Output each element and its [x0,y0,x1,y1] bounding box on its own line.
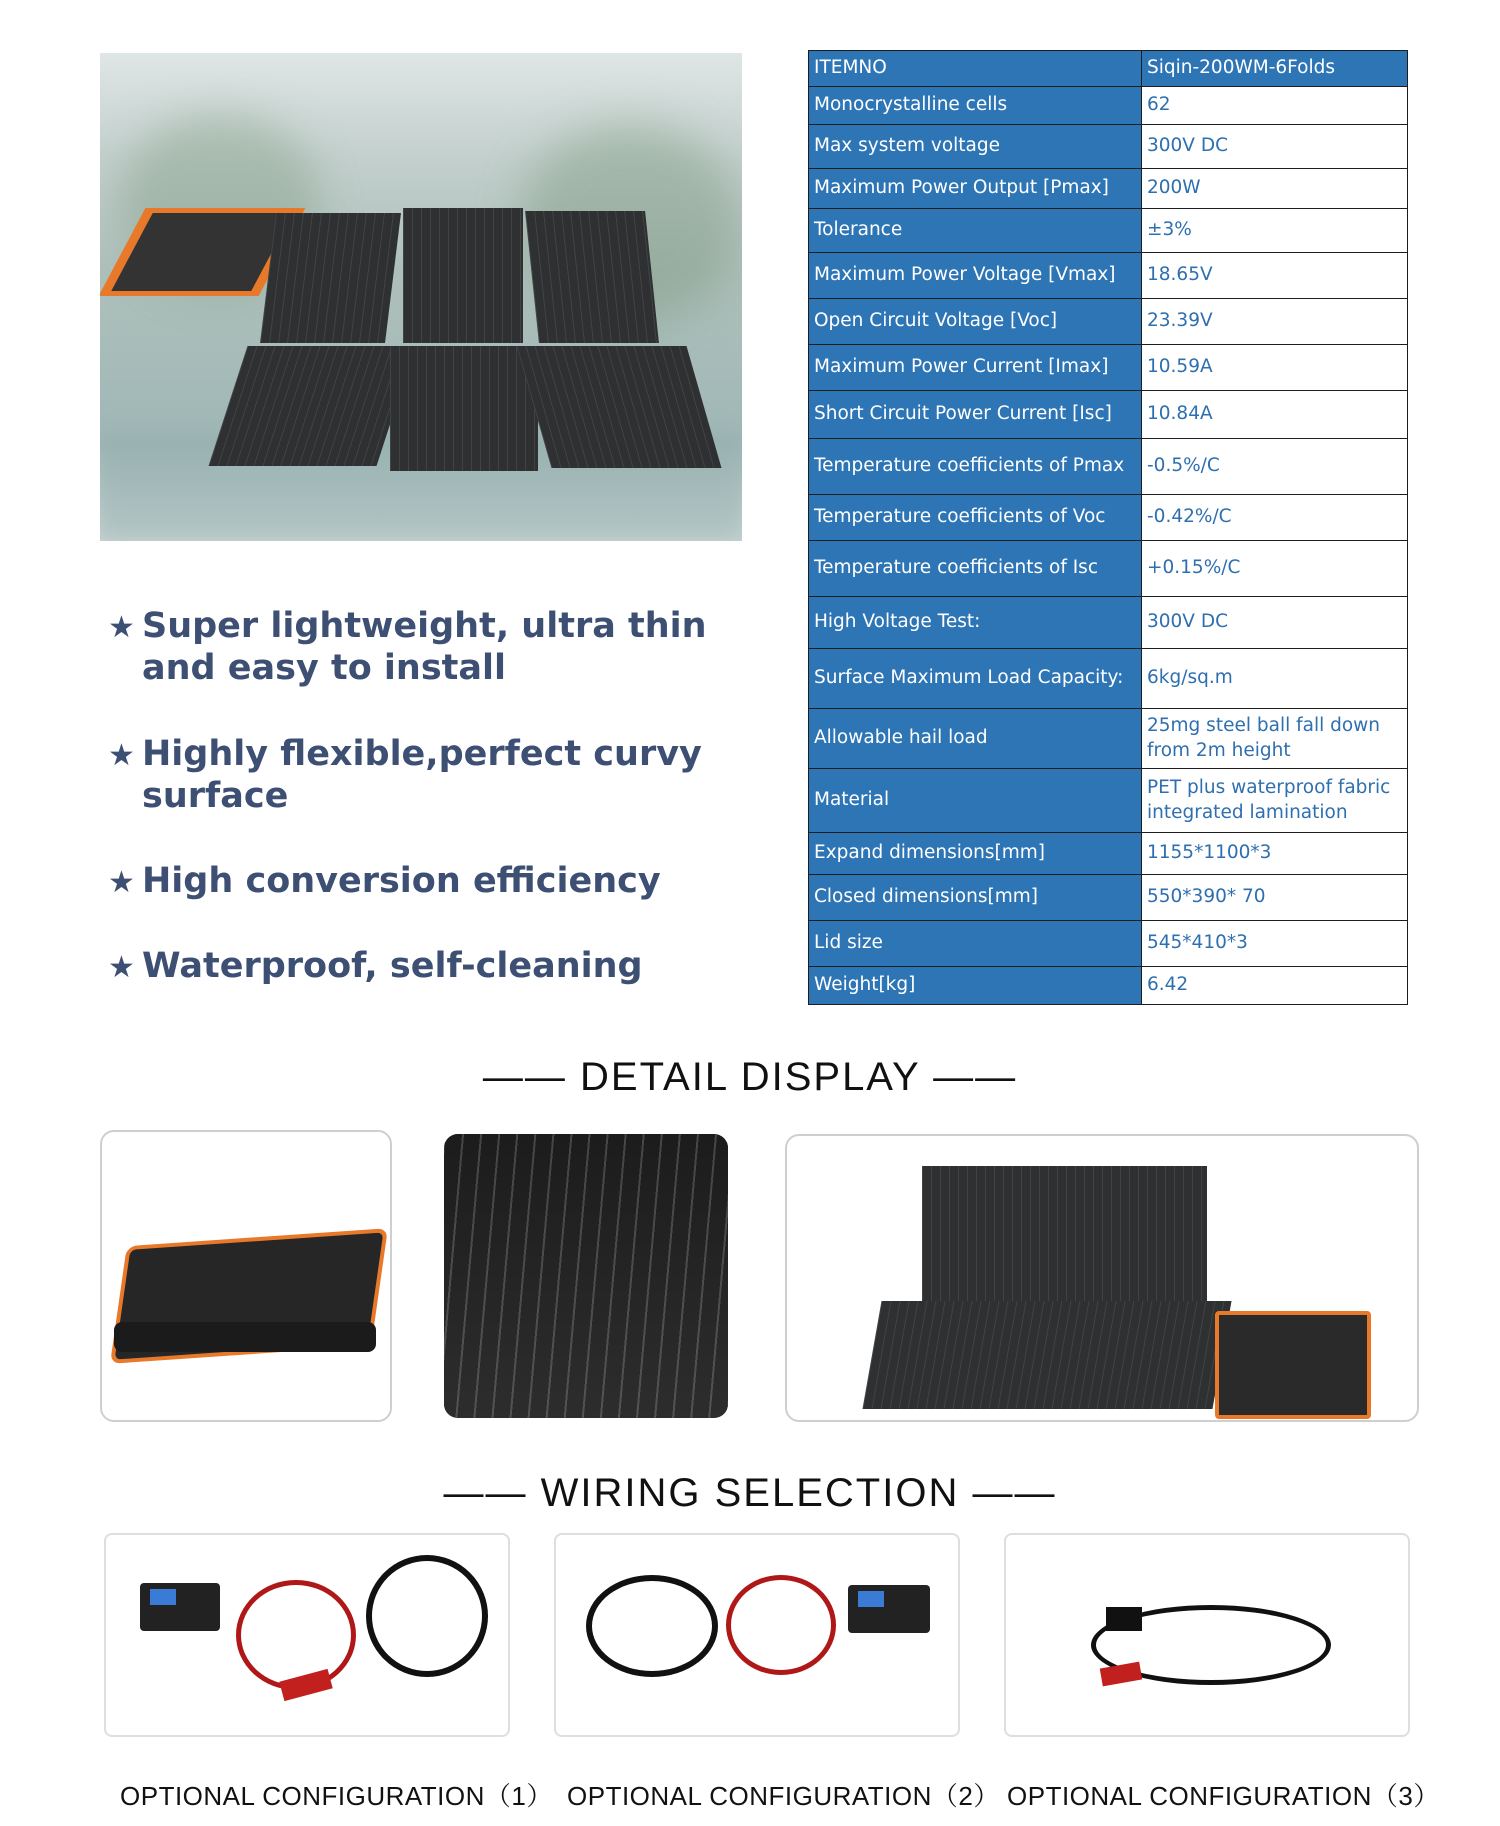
charge-controller [848,1585,930,1633]
spec-row [809,649,1408,709]
spec-label: Open Circuit Voltage [Voc] [809,299,1142,345]
spec-row [809,87,1408,125]
detail-photo-unfolded [785,1134,1419,1422]
spec-row [809,169,1408,209]
detail-photo-cell-closeup [444,1134,728,1418]
spec-value: 10.84A [1142,391,1408,439]
wiring-caption-3: OPTIONAL CONFIGURATION（3） [1007,1781,1440,1811]
spec-label: Lid size [809,921,1142,967]
spec-label: Temperature coefficients of Voc [809,495,1142,541]
spec-label: Tolerance [809,209,1142,253]
spec-value: 18.65V [1142,253,1408,299]
spec-value: ±3% [1142,209,1408,253]
feature-item [108,945,762,989]
detail-photo-folded [100,1130,392,1422]
spec-value: 6.42 [1142,967,1408,1005]
spec-row [809,345,1408,391]
spec-row [809,769,1408,833]
spec-label: Temperature coefficients of Isc [809,541,1142,597]
spec-row [809,125,1408,169]
feature-item [108,605,762,689]
solar-panel-top-3 [525,211,659,343]
feature-text: Super lightweight, ultra thin and easy to install [142,606,707,688]
spec-value: 200W [1142,169,1408,209]
feature-text: Waterproof, self-cleaning [142,946,643,986]
spec-row [809,209,1408,253]
spec-value: 300V DC [1142,597,1408,649]
spec-label: Expand dimensions[mm] [809,833,1142,875]
spec-row [809,439,1408,495]
detail-display-title: —— DETAIL DISPLAY —— [482,1055,1018,1099]
feature-text: High conversion efficiency [142,861,661,901]
spec-row [809,597,1408,649]
spec-row [809,709,1408,769]
spec-label: Material [809,769,1142,833]
spec-label: Allowable hail load [809,709,1142,769]
solar-panel-standing [922,1166,1207,1301]
star-icon: ★ [108,950,135,985]
spec-label: Maximum Power Voltage [Vmax] [809,253,1142,299]
solar-panel-bottom-2 [390,346,538,471]
wiring-selection-title: —— WIRING SELECTION —— [443,1471,1057,1515]
spec-value: 300V DC [1142,125,1408,169]
wiring-caption-2: OPTIONAL CONFIGURATION（2） [567,1781,1000,1811]
spec-row [809,495,1408,541]
spec-table [808,50,1408,1005]
spec-row [809,51,1408,87]
spec-label: Maximum Power Current [Imax] [809,345,1142,391]
feature-item [108,860,762,904]
solar-panel-lower [862,1301,1231,1409]
spec-row [809,253,1408,299]
spec-value: 23.39V [1142,299,1408,345]
star-icon: ★ [108,738,135,773]
spec-label: Maximum Power Output [Pmax] [809,169,1142,209]
spec-label: Monocrystalline cells [809,87,1142,125]
spec-label: Short Circuit Power Current [Isc] [809,391,1142,439]
spec-value: +0.15%/C [1142,541,1408,597]
star-icon: ★ [108,610,135,645]
spec-value: 25mg steel ball fall down from 2m height [1142,709,1408,769]
spec-value: PET plus waterproof fabric integrated lamination [1142,769,1408,833]
hero-product-photo [100,53,742,541]
spec-value: 1155*1100*3 [1142,833,1408,875]
spec-label: Weight[kg] [809,967,1142,1005]
spec-row [809,391,1408,439]
spec-label: Closed dimensions[mm] [809,875,1142,921]
spec-value: -0.42%/C [1142,495,1408,541]
wiring-caption-1: OPTIONAL CONFIGURATION（1） [120,1781,553,1811]
feature-item [108,733,762,817]
spec-row [809,921,1408,967]
spec-value: 6kg/sq.m [1142,649,1408,709]
spec-label: Max system voltage [809,125,1142,169]
wiring-option-photo-2 [554,1533,960,1737]
feature-text: Highly flexible,perfect curvy surface [142,734,702,816]
spec-label: ITEMNO [809,51,1142,87]
wiring-option-photo-1 [104,1533,510,1737]
spec-value: 550*390* 70 [1142,875,1408,921]
spec-label: Temperature coefficients of Pmax [809,439,1142,495]
spec-row [809,833,1408,875]
spec-row [809,967,1408,1005]
spec-row [809,299,1408,345]
spec-value: Siqin-200WM-6Folds [1142,51,1408,87]
solar-panel-bottom-3 [517,346,722,468]
spec-label: High Voltage Test: [809,597,1142,649]
spec-value: 62 [1142,87,1408,125]
wiring-option-photo-3 [1004,1533,1410,1737]
spec-value: 545*410*3 [1142,921,1408,967]
spec-row [809,875,1408,921]
solar-panel-top-1 [260,213,401,343]
solar-panel-top-2 [403,208,523,343]
orange-lid-open [1215,1311,1371,1419]
spec-value: -0.5%/C [1142,439,1408,495]
spec-label: Surface Maximum Load Capacity: [809,649,1142,709]
spec-value: 10.59A [1142,345,1408,391]
charge-controller [140,1583,220,1631]
star-icon: ★ [108,865,135,900]
spec-row [809,541,1408,597]
